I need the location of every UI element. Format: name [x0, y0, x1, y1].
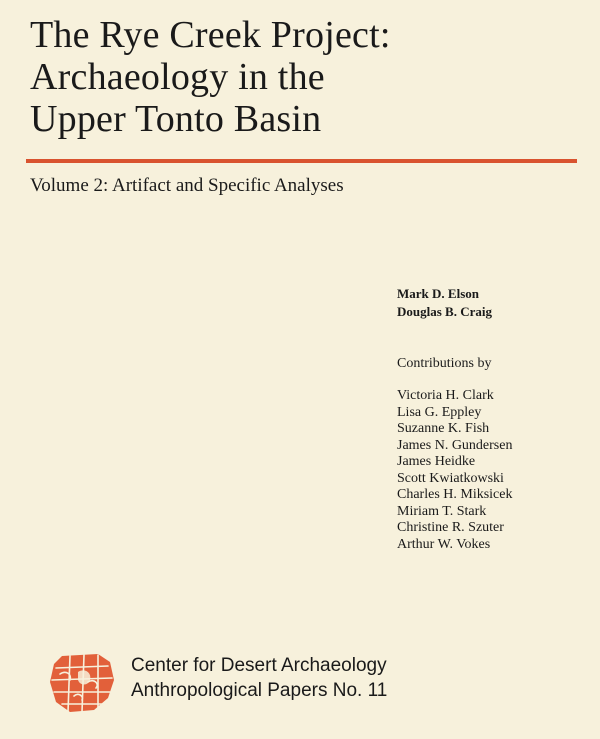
contributor-name: Scott Kwiatkowski: [397, 470, 504, 486]
title-line-1: The Rye Creek Project:: [30, 14, 391, 56]
contributor-name: Charles H. Miksicek: [397, 487, 513, 502]
volume-subtitle: Volume 2: Artifact and Specific Analyses: [30, 175, 344, 196]
author-name: Mark D. Elson: [397, 286, 479, 301]
accent-rule: [26, 159, 577, 163]
series-name: Anthropological Papers No. 11: [131, 680, 388, 701]
contributor-name: James Heidke: [397, 454, 476, 469]
contributor-name: James N. Gundersen: [397, 437, 513, 453]
publisher-info: [131, 653, 387, 703]
contributor-name: Lisa G. Eppley: [397, 404, 482, 420]
title-line-3: Upper Tonto Basin: [30, 98, 322, 140]
contributor-name: Victoria H. Clark: [397, 388, 494, 403]
center-for-desert-archaeology-logo-icon: [48, 652, 116, 714]
author-name: Douglas B. Craig: [397, 304, 492, 319]
contributions-heading: Contributions by: [397, 356, 492, 371]
authors-list: [397, 285, 492, 321]
contributors-list: [397, 388, 512, 553]
title-line-2: Archaeology in the: [30, 56, 325, 98]
contributor-name: Christine R. Szuter: [397, 520, 504, 535]
publisher-name: Center for Desert Archaeology: [131, 655, 387, 676]
contributor-name: Miriam T. Stark: [397, 503, 487, 519]
contributor-name: Arthur W. Vokes: [397, 536, 491, 552]
book-title: [30, 14, 570, 140]
contributor-name: Suzanne K. Fish: [397, 421, 490, 436]
